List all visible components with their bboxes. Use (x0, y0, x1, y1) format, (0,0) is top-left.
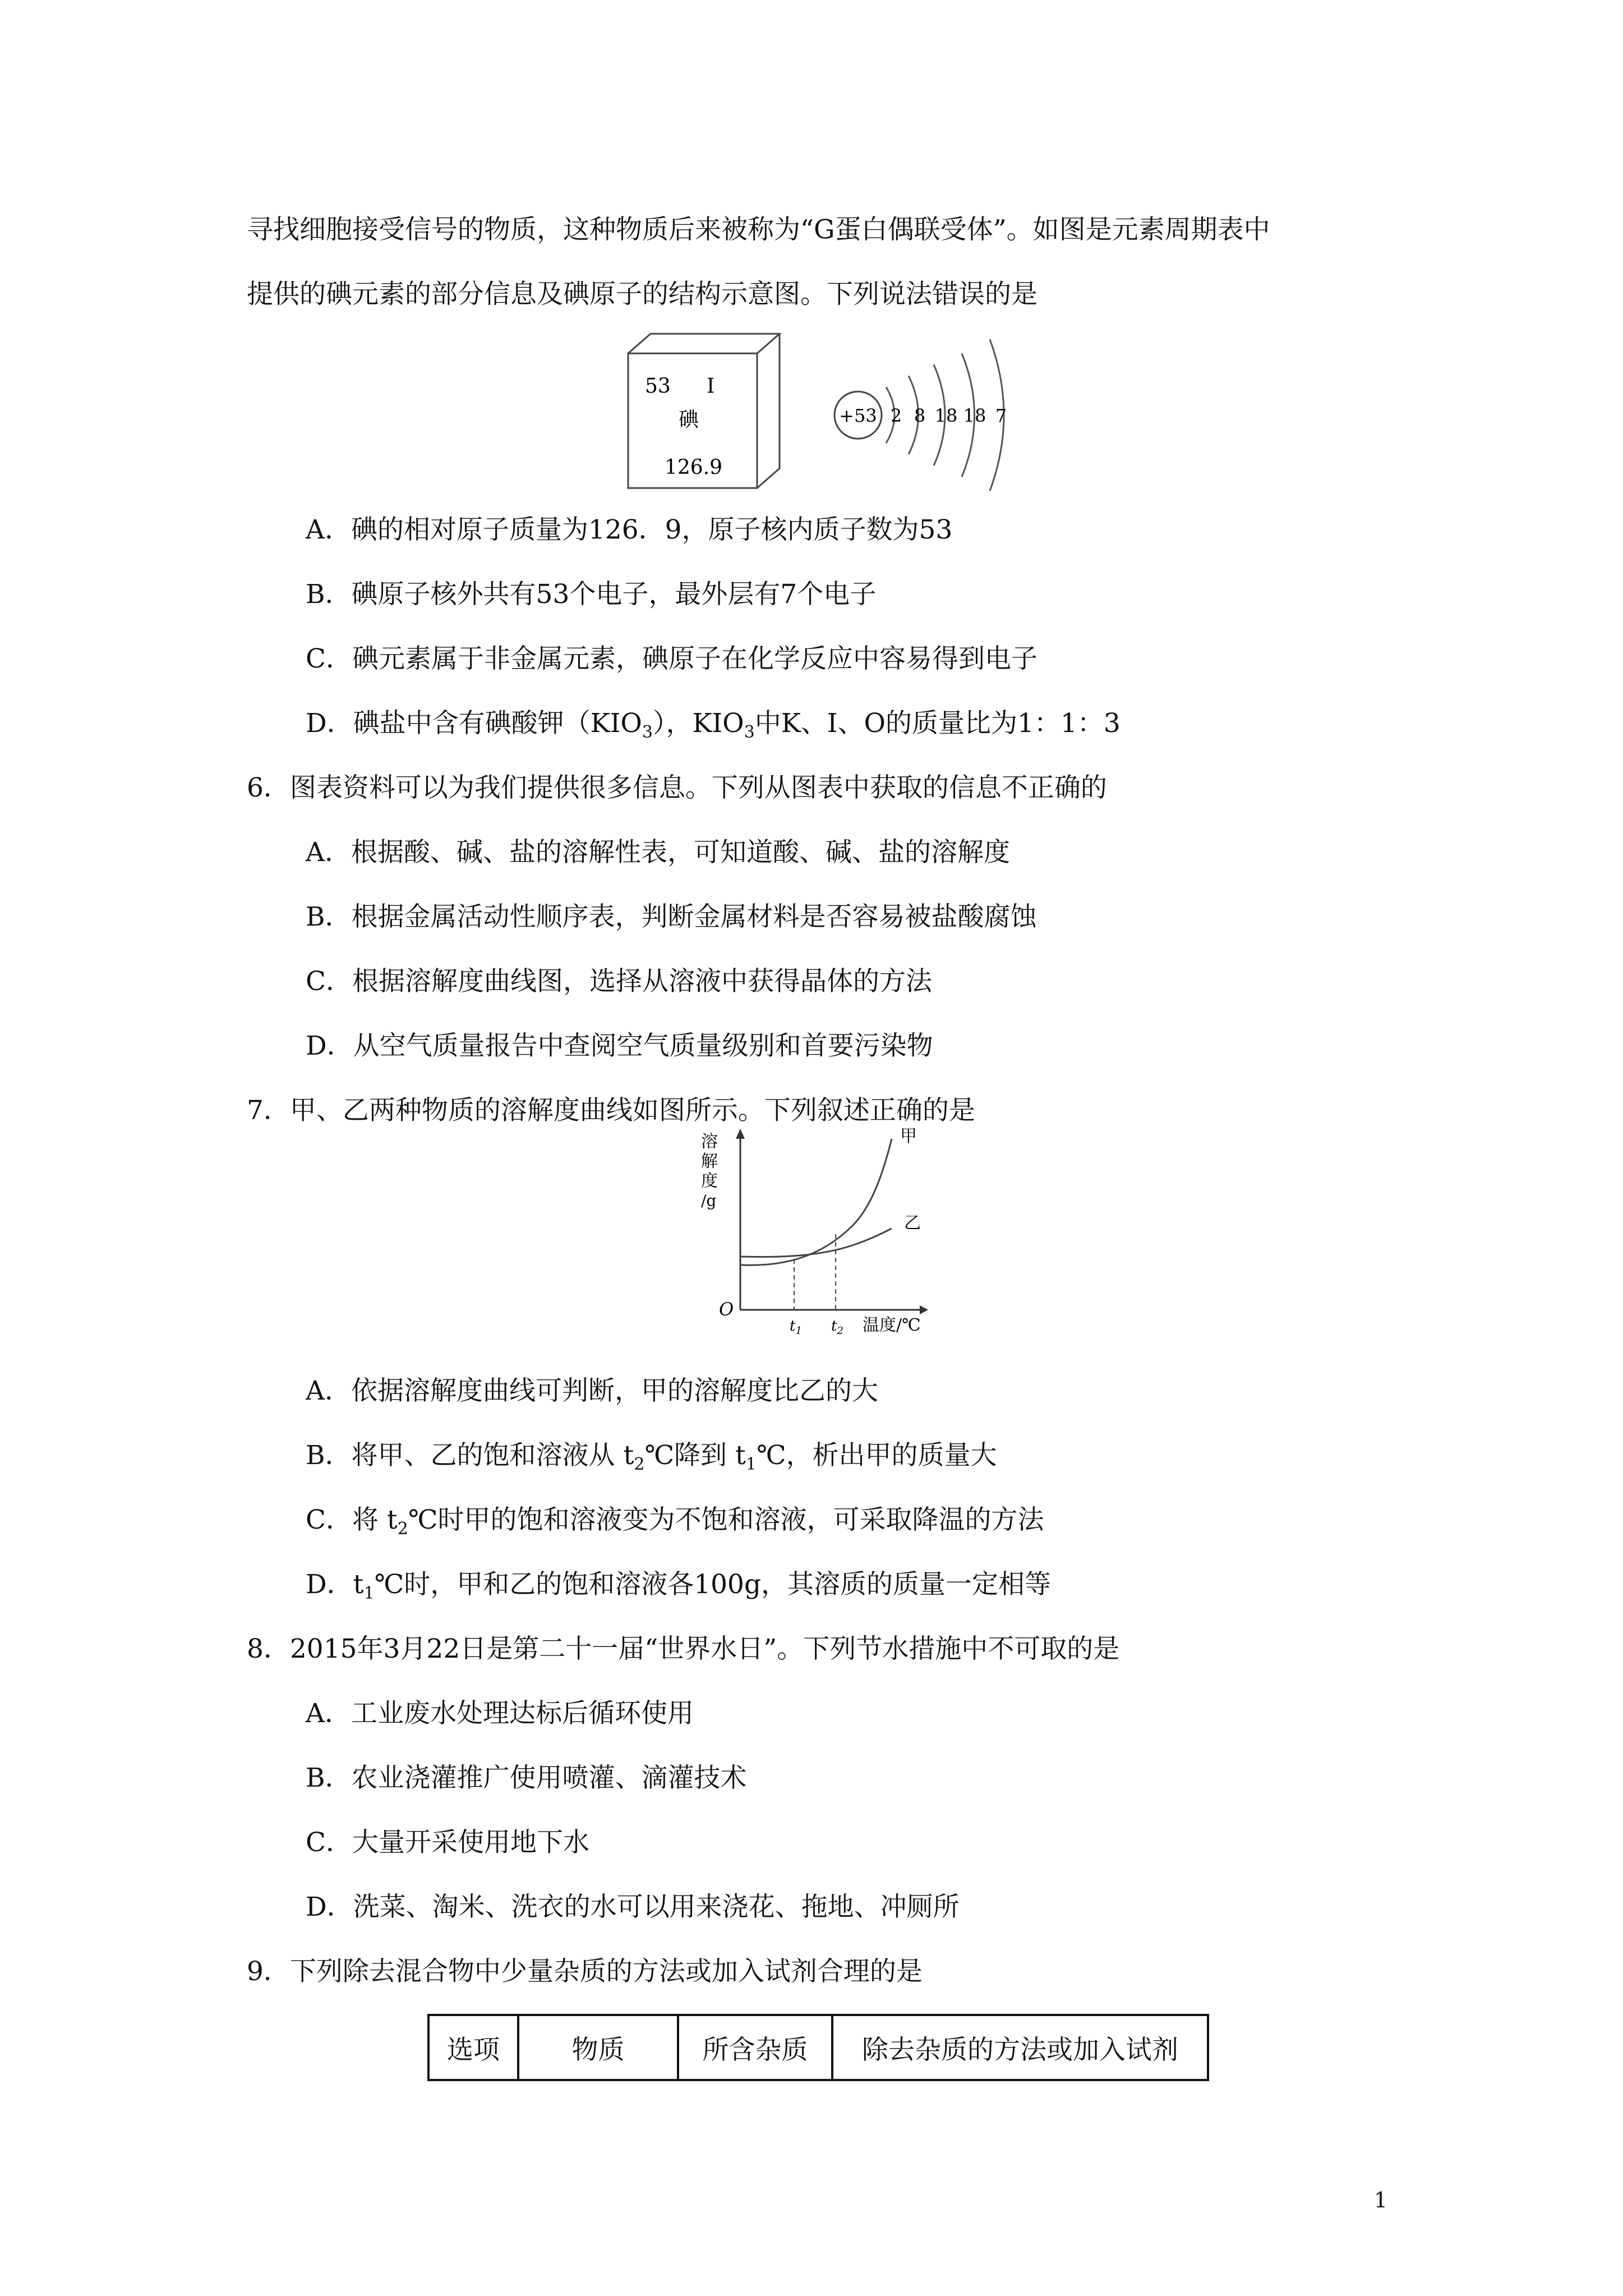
q5-d-text-3: 中K、I、O的质量比为1：1：3 (754, 708, 1121, 739)
q5-d-sub-1: 3 (642, 723, 653, 742)
q5-option-d (306, 707, 1121, 740)
element-symbol: I (707, 375, 715, 398)
shell-count-1: 2 (890, 405, 902, 426)
y-label-3: 度 (701, 1171, 718, 1191)
q5-d-sub-2: 3 (744, 723, 755, 742)
q7-option-d (306, 1568, 1051, 1602)
q7-b-text-1: B．将甲、乙的饱和溶液从 t (306, 1440, 634, 1471)
table-header-cell: 所含杂质 (678, 2015, 832, 2080)
q8-option-c: C．大量开采使用地下水 (306, 1827, 589, 1858)
q6-option-b: B．根据金属活动性顺序表，判断金属材料是否容易被盐酸腐蚀 (306, 901, 1037, 932)
shell-count-3: 18 (934, 405, 958, 426)
element-name: 碘 (679, 408, 699, 431)
t2-label: $t_2$ (831, 1318, 843, 1335)
curve-jia-label: 甲 (900, 1126, 917, 1146)
q7-c-sub: 2 (397, 1519, 408, 1539)
q7-b-sub-2: 1 (745, 1455, 757, 1474)
table-header-cell: 选项 (428, 2015, 518, 2080)
q7-d-text-2: ℃时，甲和乙的饱和溶液各100g，其溶质的质量一定相等 (374, 1569, 1052, 1600)
curve-yi-label: 乙 (904, 1213, 921, 1233)
y-label-2: 解 (701, 1152, 718, 1171)
impurity-table (427, 2014, 1209, 2081)
iodine-element-figure (623, 331, 1015, 499)
curve-jia (740, 1139, 892, 1265)
nucleus-charge: +53 (839, 405, 877, 426)
q7-c-text-1: C．将 t (306, 1504, 398, 1535)
q7-c-text-2: ℃时甲的饱和溶液变为不饱和溶液，可采取降温的方法 (408, 1504, 1044, 1535)
x-axis-label: 温度/℃ (863, 1315, 921, 1335)
q7-b-text-2: ℃降到 t (644, 1440, 746, 1471)
y-label-1: 溶 (701, 1132, 718, 1152)
shell-count-4: 18 (963, 405, 986, 426)
page-number: 1 (1373, 2188, 1387, 2212)
x-axis-arrow (920, 1305, 928, 1314)
t1-label: $t_1$ (790, 1318, 802, 1335)
q7-b-text-3: ℃，析出甲的质量大 (756, 1440, 997, 1471)
q7-b-sub-1: 2 (634, 1455, 645, 1474)
q8-option-b: B．农业浇灌推广使用喷灌、滴灌技术 (306, 1763, 747, 1793)
shell-count-2: 8 (914, 405, 926, 426)
q7-d-sub: 1 (363, 1584, 375, 1603)
q5-d-text-2: ），KIO (653, 708, 744, 739)
atomic-number: 53 (645, 375, 671, 398)
q8-option-d: D．洗菜、淘米、洗衣的水可以用来浇花、拖地、冲厕所 (306, 1892, 960, 1922)
q7-stem: 7．甲、乙两种物质的溶解度曲线如图所示。下列叙述正确的是 (247, 1095, 975, 1126)
q7-d-text-1: D．t (306, 1569, 364, 1600)
q6-stem: 6．图表资料可以为我们提供很多信息。下列从图表中获取的信息不正确的 (247, 772, 1107, 803)
q6-option-d: D．从空气质量报告中查阅空气质量级别和首要污染物 (306, 1030, 933, 1061)
q5-stem-line2: 提供的碘元素的部分信息及碘原子的结构示意图。下列说法错误的是 (247, 279, 1038, 310)
q9-stem: 9．下列除去混合物中少量杂质的方法或加入试剂合理的是 (247, 1956, 923, 1987)
atomic-mass: 126.9 (665, 456, 723, 479)
table-header-row (428, 2015, 1208, 2080)
solubility-curve-figure (684, 1122, 942, 1335)
q5-stem-line1: 寻找细胞接受信号的物质，这种物质后来被称为“G蛋白偶联受体”。如图是元素周期表中 (247, 214, 1270, 245)
q7-option-c (306, 1503, 1044, 1537)
q5-d-text-1: D．碘盐中含有碘酸钾（KIO (306, 708, 642, 739)
chart-axes (740, 1133, 925, 1310)
table-header-cell: 除去杂质的方法或加入试剂 (832, 2015, 1208, 2080)
q5-option-a: A．碘的相对原子质量为126．9，原子核内质子数为53 (306, 514, 953, 545)
q8-option-a: A．工业废水处理达标后循环使用 (306, 1698, 694, 1729)
q6-option-c: C．根据溶解度曲线图，选择从溶液中获得晶体的方法 (306, 966, 932, 997)
q5-option-b: B．碘原子核外共有53个电子，最外层有7个电子 (306, 579, 877, 610)
y-label-4: /g (701, 1191, 717, 1210)
shell-count-5: 7 (995, 405, 1007, 426)
y-axis-arrow (736, 1129, 745, 1139)
q6-option-a: A．根据酸、碱、盐的溶解性表，可知道酸、碱、盐的溶解度 (306, 837, 1010, 868)
q5-option-c: C．碘元素属于非金属元素，碘原子在化学反应中容易得到电子 (306, 643, 1038, 674)
table-header-cell: 物质 (518, 2015, 678, 2080)
q7-option-b (306, 1439, 997, 1473)
q7-option-a: A．依据溶解度曲线可判断，甲的溶解度比乙的大 (306, 1375, 878, 1406)
q8-stem: 8．2015年3月22日是第二十一届“世界水日”。下列节水措施中不可取的是 (247, 1634, 1120, 1664)
origin-label: O (719, 1299, 734, 1320)
